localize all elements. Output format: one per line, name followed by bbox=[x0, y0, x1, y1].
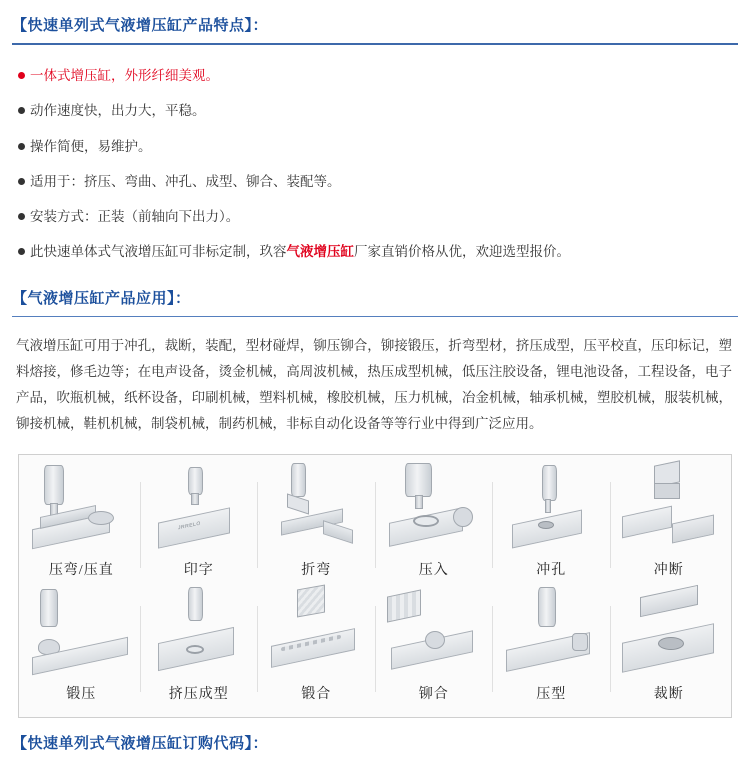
illustration-label: 压弯/压直 bbox=[48, 562, 114, 578]
illustration-label: 压型 bbox=[536, 686, 567, 702]
feature-item-custom-order bbox=[18, 235, 736, 270]
illustration-cell bbox=[493, 463, 610, 587]
application-section-title: 【气液增压缸产品应用】： bbox=[12, 289, 191, 307]
feature-text: 适用于：挤压、弯曲、冲孔、成型、铆合、装配等。 bbox=[30, 173, 341, 189]
illustration-label: 挤压成型 bbox=[168, 686, 229, 702]
features-divider bbox=[12, 43, 738, 45]
feature-text-post: 厂家直销价格从优，欢迎选型报价。 bbox=[354, 244, 570, 260]
illustration-cell bbox=[611, 463, 728, 587]
application-illustration-grid bbox=[18, 454, 732, 718]
illustration-cell bbox=[141, 463, 258, 587]
feature-item bbox=[18, 94, 736, 129]
feature-text: 安装方式：正装（前轴向下出力）。 bbox=[30, 209, 240, 224]
illustration-cell bbox=[258, 587, 375, 711]
illustration-row bbox=[23, 587, 727, 711]
marking-stamp-illustration bbox=[141, 463, 258, 555]
press-in-illustration bbox=[376, 463, 493, 555]
illustration-label: 锻合 bbox=[301, 686, 332, 702]
application-divider bbox=[12, 316, 738, 317]
shear-cut-illustration bbox=[611, 463, 728, 555]
feature-text-highlight: 气液增压缸 bbox=[286, 244, 354, 260]
application-paragraph: 气液增压缸可用于冲孔，裁断，装配，型材碰焊，铆压铆合，铆接锻压，折弯型材，挤压成型，压平校直，压印标记，塑料熔接，修毛边等；在电声设备，烫金机械，高周波机械，热压成型机械，低压注胶设备，锂电池设备，工程设备，电子产品，吹瓶机械，纸杯设备，印刷机械，塑料机械，橡胶机械，压力机械，冶金机械，轴承机械，塑胶机械，服装机械，铆接机械，鞋机机械，制袋机械，制药机械，非标自动化设备等等行业中得到广泛应用。 bbox=[16, 337, 732, 432]
illustration-cell bbox=[376, 463, 493, 587]
illustration-label: 折弯 bbox=[301, 562, 332, 578]
illustration-label: 冲断 bbox=[653, 562, 684, 578]
bullet-dot-icon bbox=[18, 178, 25, 185]
feature-item bbox=[18, 200, 736, 235]
illustration-cell bbox=[611, 587, 728, 711]
bending-illustration bbox=[258, 463, 375, 555]
bullet-dot-icon bbox=[18, 107, 25, 114]
illustration-label: 印字 bbox=[183, 562, 214, 578]
bullet-dot-icon bbox=[18, 213, 25, 220]
illustration-label: 铆合 bbox=[418, 686, 449, 702]
illustration-cell bbox=[141, 587, 258, 711]
illustration-cell bbox=[376, 587, 493, 711]
feature-item bbox=[18, 130, 736, 165]
bullet-dot-icon bbox=[18, 72, 25, 79]
features-list bbox=[10, 49, 740, 273]
riveting-illustration bbox=[376, 587, 493, 679]
forge-joining-illustration bbox=[258, 587, 375, 679]
order-code-section-title: 【快速单列式气液增压缸订购代码】： bbox=[12, 734, 269, 752]
illustration-cell bbox=[493, 587, 610, 711]
press-bend-straight-illustration bbox=[23, 463, 140, 555]
illustration-row bbox=[23, 463, 727, 587]
extrusion-forming-illustration bbox=[141, 587, 258, 679]
embossing-illustration bbox=[493, 587, 610, 679]
bullet-dot-icon bbox=[18, 248, 25, 255]
feature-item bbox=[18, 59, 736, 94]
illustration-label: 锻压 bbox=[66, 686, 97, 702]
bullet-dot-icon bbox=[18, 143, 25, 150]
illustration-label: 压入 bbox=[418, 562, 449, 578]
feature-item bbox=[18, 165, 736, 200]
illustration-cell bbox=[23, 587, 140, 711]
features-section-title: 【快速单列式气液增压缸产品特点】： bbox=[12, 17, 269, 34]
illustration-cell bbox=[258, 463, 375, 587]
feature-text-pre: 此快速单体式气液增压缸可非标定制，玖容 bbox=[30, 244, 287, 260]
feature-text: 一体式增压缸，外形纤细美观。 bbox=[30, 68, 219, 83]
punching-illustration bbox=[493, 463, 610, 555]
stamp-text: JRRELO bbox=[177, 520, 201, 532]
illustration-cell bbox=[23, 463, 140, 587]
feature-text: 操作简便，易维护。 bbox=[30, 138, 152, 154]
cutting-illustration bbox=[611, 587, 728, 679]
illustration-label: 裁断 bbox=[653, 686, 684, 702]
forging-illustration bbox=[23, 587, 140, 679]
feature-text: 动作速度快，出力大，平稳。 bbox=[30, 103, 206, 119]
illustration-label: 冲孔 bbox=[536, 562, 567, 578]
